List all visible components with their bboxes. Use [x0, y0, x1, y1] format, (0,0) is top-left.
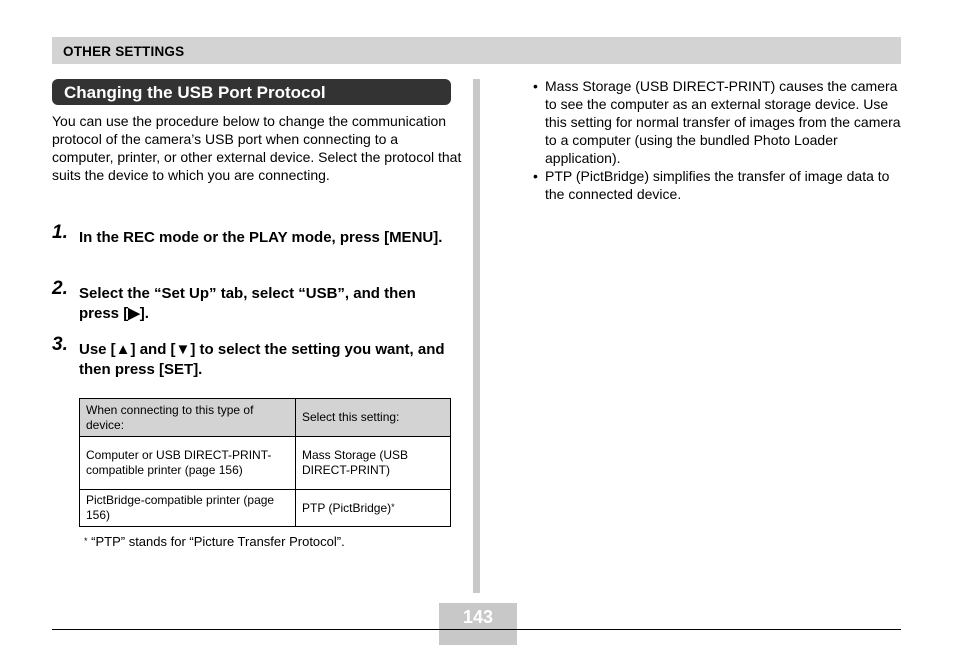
- page-number-box: [439, 603, 517, 645]
- bullet-icon: •: [533, 78, 538, 94]
- table-header-row: [80, 399, 451, 437]
- table-cell: Computer or USB DIRECT-PRINT-compatible printer (page 156): [80, 437, 296, 490]
- intro-paragraph: You can use the procedure below to change the communication protocol of the camera’s USB port when connecting to a computer, printer, or other external device. Select the protocol that suits the device to which you are connecting.: [52, 113, 462, 183]
- step-text: Use [▲] and [▼] to select the setting you want, and then press [SET].: [79, 341, 445, 378]
- list-item-text: PTP (PictBridge) simplifies the transfer of image data to the connected device.: [545, 168, 890, 202]
- table-cell-text: PTP (PictBridge): [302, 501, 392, 515]
- footnote-text: “PTP” stands for “Picture Transfer Protocol”.: [91, 534, 345, 549]
- bullet-list: [533, 77, 905, 203]
- bullet-icon: •: [533, 168, 538, 184]
- section-heading: [52, 79, 451, 105]
- table-cell: Mass Storage (USB DIRECT-PRINT): [296, 437, 451, 490]
- step-number: 2.: [52, 278, 68, 299]
- bottom-rule: [52, 629, 901, 630]
- section-heading-text: Changing the USB Port Protocol: [64, 83, 326, 102]
- column-divider: [473, 79, 480, 593]
- step-text: Select the “Set Up” tab, select “USB”, and then press [▶].: [79, 285, 416, 322]
- asterisk-mark: *: [391, 502, 395, 512]
- settings-table: [79, 398, 451, 527]
- table-row: [80, 490, 451, 527]
- list-item: [533, 167, 905, 203]
- table-cell: PictBridge-compatible printer (page 156): [80, 490, 296, 527]
- list-item-text: Mass Storage (USB DIRECT-PRINT) causes the camera to see the computer as an external storage device. Use this setting for normal transfer of images from the camera to a computer (using the bundled Photo Loader application).: [545, 78, 901, 166]
- table-row: [80, 437, 451, 490]
- header-bar: [52, 37, 901, 64]
- table-cell: [296, 490, 451, 527]
- table-header-cell: When connecting to this type of device:: [80, 399, 296, 437]
- page-number: 143: [462, 607, 494, 627]
- header-title: OTHER SETTINGS: [63, 44, 185, 59]
- footnote-mark: *: [84, 536, 88, 546]
- step-number: 3.: [52, 334, 68, 355]
- step-number: 1.: [52, 222, 68, 243]
- table-header-cell: Select this setting:: [296, 399, 451, 437]
- step-text: In the REC mode or the PLAY mode, press [MENU].: [79, 229, 443, 246]
- list-item: [533, 77, 905, 167]
- footnote: [84, 534, 345, 549]
